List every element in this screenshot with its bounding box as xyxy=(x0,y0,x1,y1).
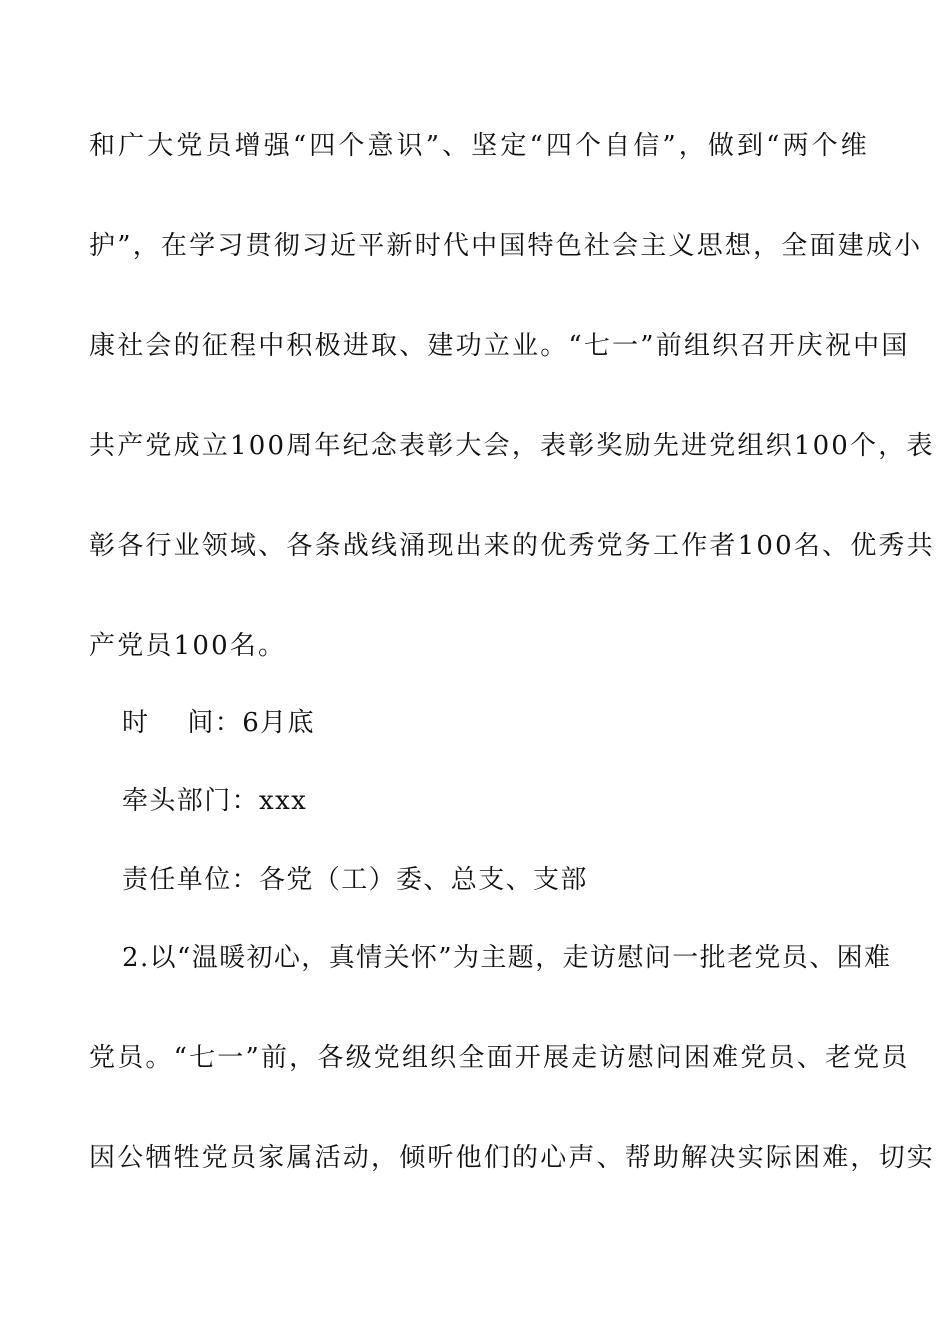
paragraph-line: 康社会的征程中积极进取、建功立业。“七一”前组织召开庆祝中国 xyxy=(89,331,910,361)
section-2-line: 2.以“温暖初心，真情关怀”为主题，走访慰问一批老党员、困难 xyxy=(122,943,892,973)
lead-department-line: 牵头部门：xxx xyxy=(122,786,308,816)
section-2-line: 党员。“七一”前，各级党组织全面开展走访慰问困难党员、老党员 xyxy=(89,1043,910,1073)
section-2-line: 因公牺牲党员家属活动，倾听他们的心声、帮助解决实际困难，切实 xyxy=(89,1143,936,1173)
paragraph-line: 共产党成立100周年纪念表彰大会，表彰奖励先进党组织100个，表 xyxy=(89,431,935,461)
paragraph-line: 彰各行业领域、各条战线涌现出来的优秀党务工作者100名、优秀共 xyxy=(89,531,935,561)
paragraph-line: 护”，在学习贯彻习近平新时代中国特色社会主义思想，全面建成小 xyxy=(89,231,923,261)
time-label-value: 间：6月底 xyxy=(187,708,315,738)
paragraph-line: 产党员100名。 xyxy=(89,631,287,661)
time-label-start: 时 xyxy=(122,708,150,738)
paragraph-line: 和广大党员增强“四个意识”、坚定“四个自信”，做到“两个维 xyxy=(89,131,869,161)
time-line xyxy=(122,706,902,740)
responsible-units-line: 责任单位：各党（工）委、总支、支部 xyxy=(122,865,588,895)
